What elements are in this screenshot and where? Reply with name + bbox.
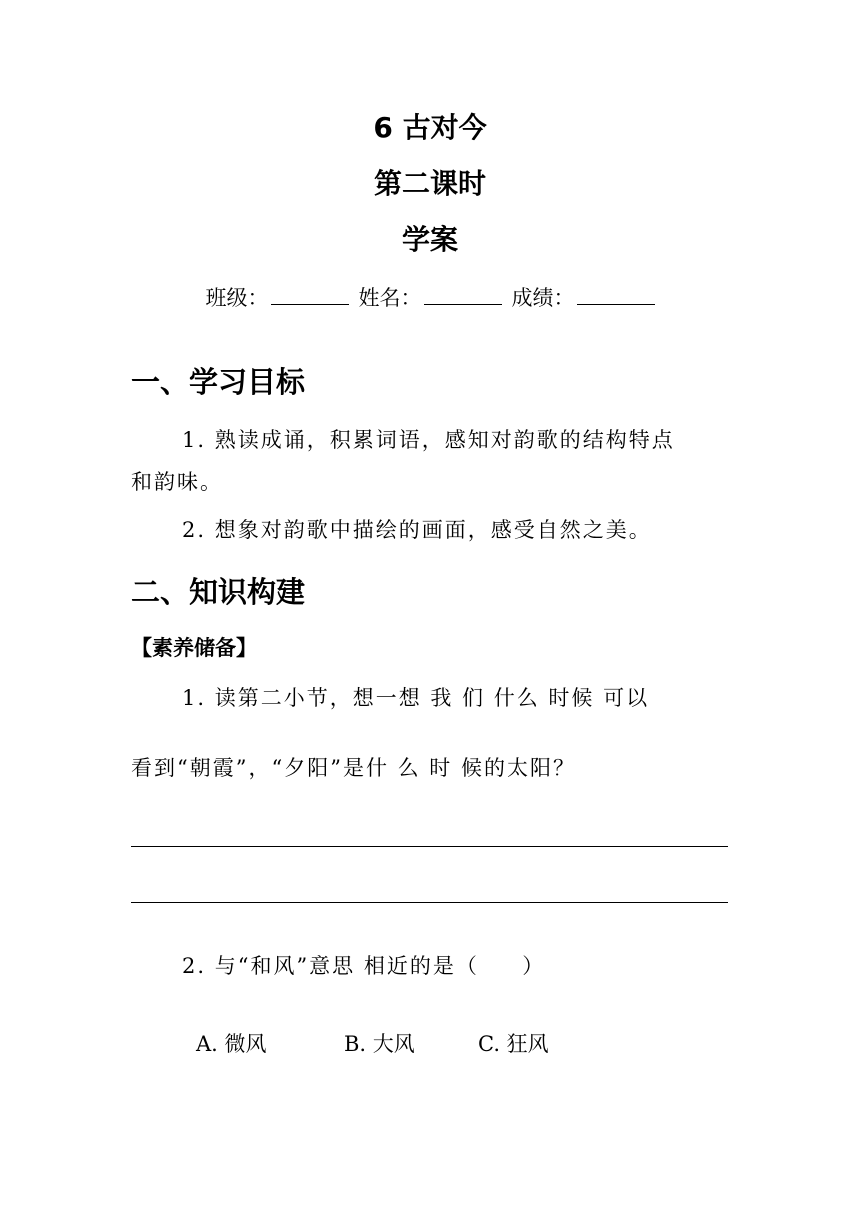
name-label: 姓名： [358,286,422,310]
question-2: 2. 与“和风”意思 相近的是（ ） [182,954,546,978]
section-heading-knowledge: 二、知识构建 [131,575,306,609]
lesson-period: 第二课时 [373,167,486,200]
lesson-title: 6 古对今 [373,111,487,144]
subheading-preparation: 【素养储备】 [131,636,257,660]
name-blank[interactable] [424,282,502,305]
answer-line-1[interactable] [131,846,728,847]
student-info-row [0,282,860,314]
score-blank[interactable] [577,282,655,305]
answer-line-2[interactable] [131,902,728,903]
question-1-line2: 看到“朝霞”，“夕阳”是什 么 时 候的太阳？ [131,756,576,780]
score-label: 成绩： [511,286,575,310]
document-type: 学案 [401,223,458,256]
class-blank[interactable] [271,282,349,305]
option-a[interactable]: A. 微风 [196,1032,267,1056]
option-b[interactable]: B. 大风 [344,1032,415,1056]
objective-1-line2: 和韵味。 [131,470,223,494]
option-c[interactable]: C. 狂风 [478,1032,549,1056]
section-heading-objectives: 一、学习目标 [131,365,306,399]
objective-1-line1: 1. 熟读成诵，积累词语，感知对韵歌的结构特点 [182,428,675,452]
objective-2: 2. 想象对韵歌中描绘的画面，感受自然之美。 [182,518,652,542]
class-label: 班级： [205,286,269,310]
question-1-line1: 1. 读第二小节，想一想 我 们 什么 时候 可以 [182,686,650,710]
